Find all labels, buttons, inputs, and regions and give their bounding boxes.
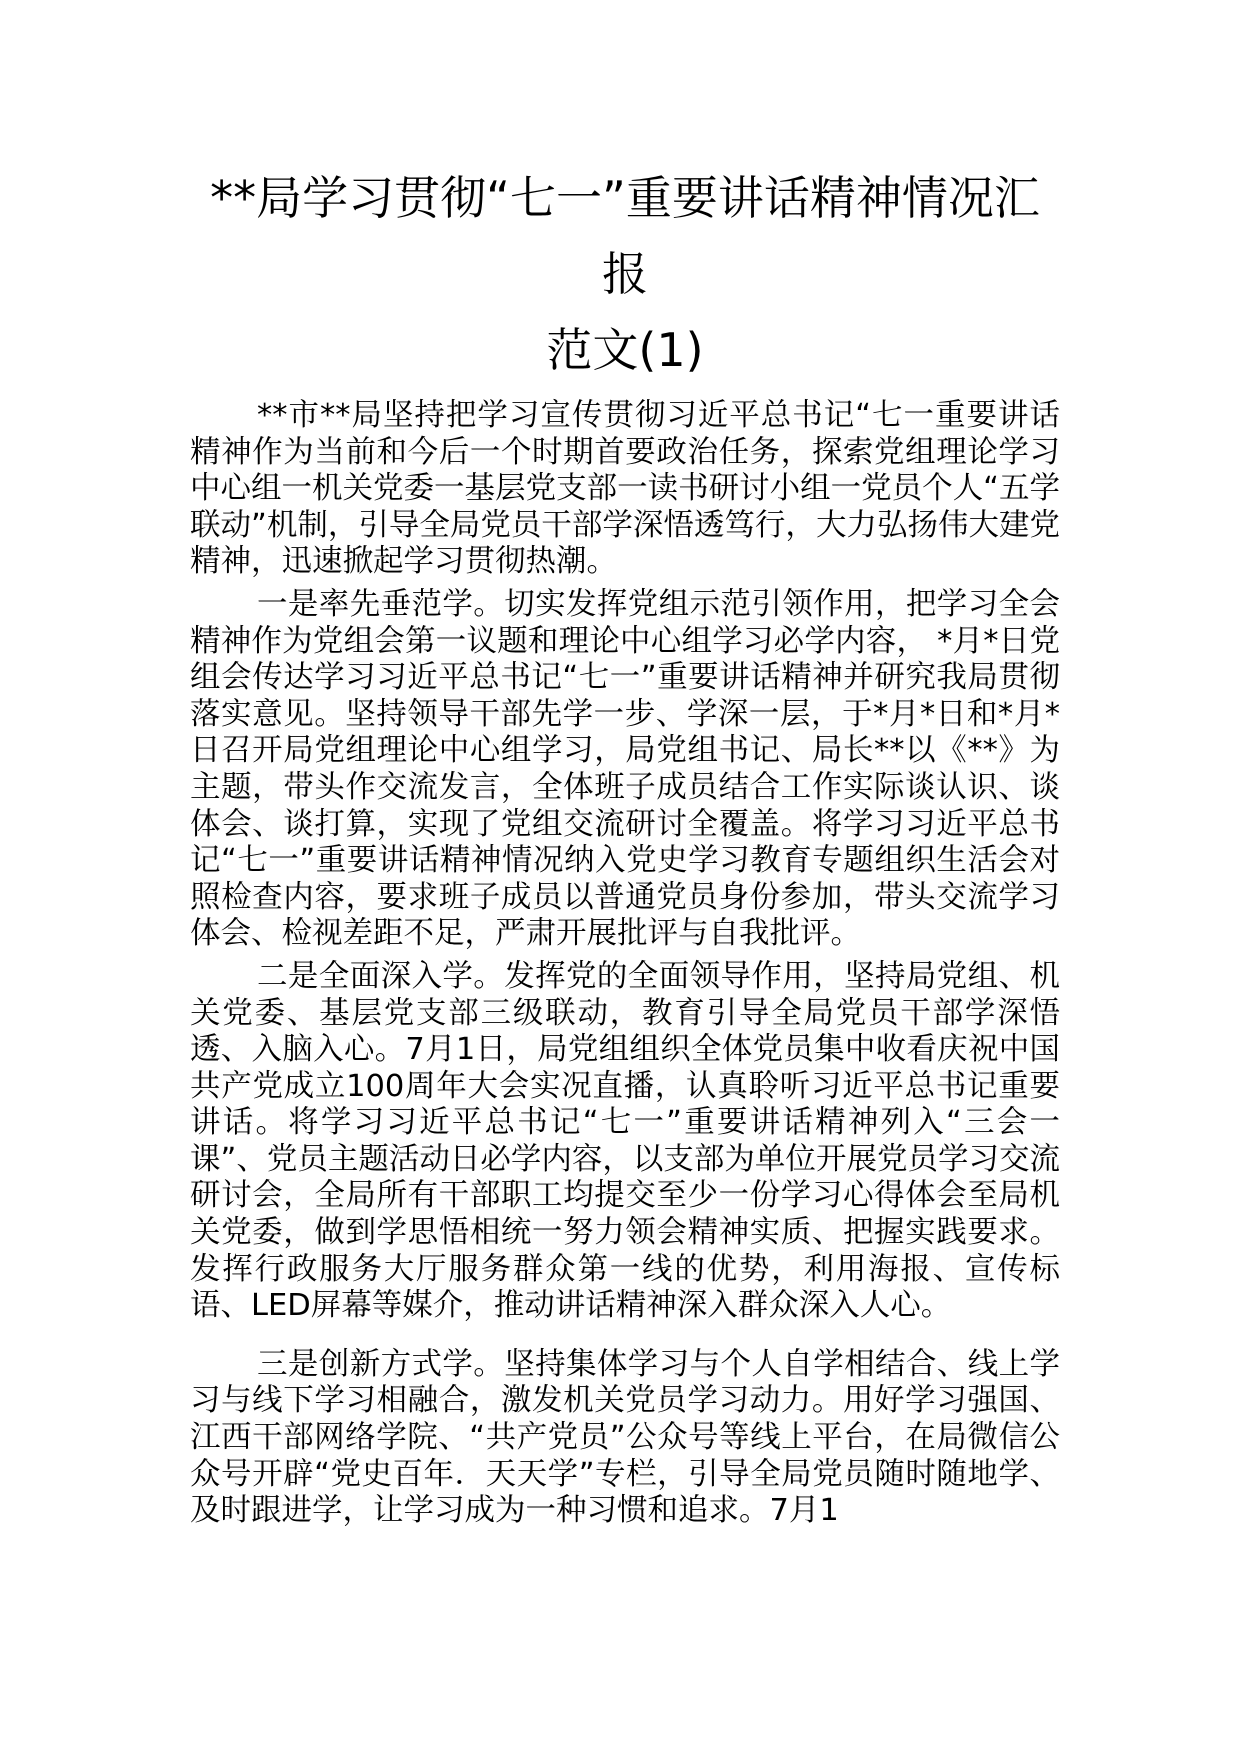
document-title xyxy=(190,160,1060,388)
document-title-line-2: 范文(1) xyxy=(546,323,704,377)
document-body xyxy=(190,398,1060,1530)
document-page xyxy=(190,160,1060,1530)
paragraph-lead-by-example: 一是率先垂范学。切实发挥党组示范引领作用，把学习全会精神作为党组会第一议题和理论中心组学习必学内容， *月*日党组会传达学习习近平总书记“七一”重要讲话精神并研究我局贯彻落实意见。坚持领导干部先学一步、学深一层，于*月*日和*月*日召开局党组理论中心组学习，局党组书记、局长**以《**》为主题，带头作交流发言，全体班子成员结合工作实际谈认识、谈体会、谈打算，实现了党组交流研讨全覆盖。将学习习近平总书记“七一”重要讲话精神情况纳入党史学习教育专题组织生活会对照检查内容，要求班子成员以普通党员身份参加，带头交流学习体会、检视差距不足，严肃开展批评与自我批评。 xyxy=(190,586,1060,952)
paragraph-innovative-study: 三是创新方式学。坚持集体学习与个人自学相结合、线上学习与线下学习相融合，激发机关党员学习动力。用好学习强国、江西干部网络学院、“共产党员”公众号等线上平台，在局微信公众号开辟“党史百年．天天学”专栏，引导全局党员随时随地学、及时跟进学，让学习成为一种习惯和追求。7月1 xyxy=(190,1346,1060,1529)
paragraph-comprehensive-study: 二是全面深入学。发挥党的全面领导作用，坚持局党组、机关党委、基层党支部三级联动，教育引导全局党员干部学深悟透、入脑入心。7月1日，局党组组织全体党员集中收看庆祝中国共产党成立100周年大会实况直播，认真聆听习近平总书记重要讲话。将学习习近平总书记“七一”重要讲话精神列入“三会一课”、党员主题活动日必学内容，以支部为单位开展党员学习交流研讨会，全局所有干部职工均提交至少一份学习心得体会至局机关党委，做到学思悟相统一努力领会精神实质、把握实践要求。发挥行政服务大厅服务群众第一线的优势，利用海报、宣传标语、LED屏幕等媒介，推动讲话精神深入群众深入人心。 xyxy=(190,958,1060,1324)
paragraph-intro: **市**局坚持把学习宣传贯彻习近平总书记“七一重要讲话精神作为当前和今后一个时期首要政治任务，探索党组理论学习中心组一机关党委一基层党支部一读书研讨小组一党员个人“五学联动”机制，引导全局党员干部学深悟透笃行，大力弘扬伟大建党精神，迅速掀起学习贯彻热潮。 xyxy=(190,398,1060,580)
document-title-line-1: **局学习贯彻“七一”重要讲话精神情况汇报 xyxy=(210,171,1040,301)
